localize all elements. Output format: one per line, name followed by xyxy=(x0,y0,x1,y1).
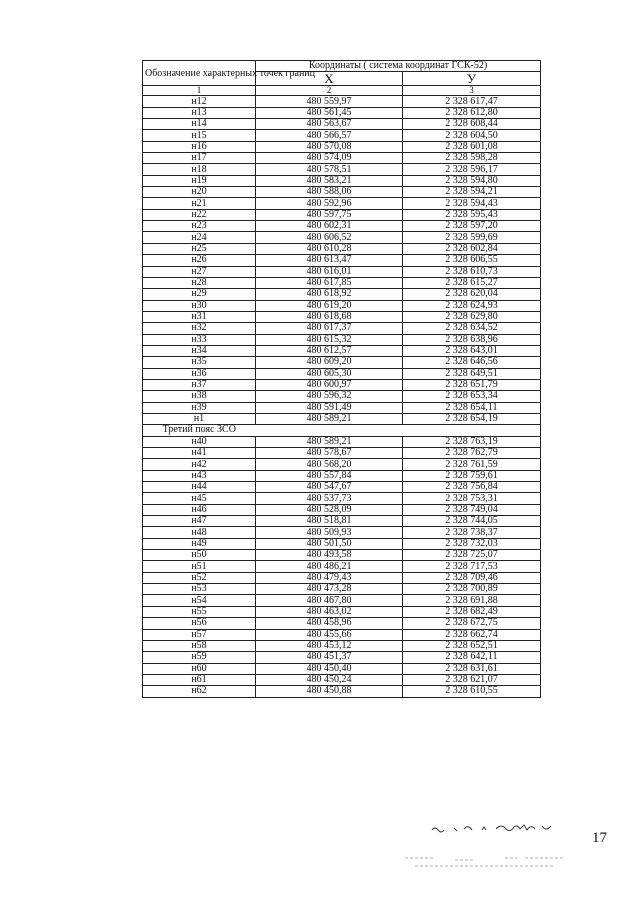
y-coordinate-cell: 2 328 599,69 xyxy=(403,232,541,243)
y-coordinate-cell: 2 328 638,96 xyxy=(403,334,541,345)
y-coordinate-cell: 2 328 753,31 xyxy=(403,493,541,504)
point-id-cell: н36 xyxy=(143,368,256,379)
column-number-row xyxy=(143,86,541,96)
point-id-cell: н33 xyxy=(143,334,256,345)
table-row xyxy=(143,379,541,390)
x-coordinate-cell: 480 570,08 xyxy=(256,141,403,152)
column-number-2: 2 xyxy=(256,86,403,96)
point-id-cell: н19 xyxy=(143,175,256,186)
x-coordinate-cell: 480 578,51 xyxy=(256,164,403,175)
table-row xyxy=(143,504,541,515)
table-row xyxy=(143,311,541,322)
y-coordinate-cell: 2 328 602,84 xyxy=(403,243,541,254)
table-row xyxy=(143,175,541,186)
table-row xyxy=(143,402,541,413)
y-coordinate-cell: 2 328 615,27 xyxy=(403,277,541,288)
point-id-cell: н58 xyxy=(143,640,256,651)
point-id-cell: н59 xyxy=(143,652,256,663)
y-coordinate-cell: 2 328 744,05 xyxy=(403,516,541,527)
point-id-cell: н39 xyxy=(143,402,256,413)
y-coordinate-cell: 2 328 762,79 xyxy=(403,448,541,459)
table-row xyxy=(143,538,541,549)
point-id-cell: н51 xyxy=(143,561,256,572)
x-coordinate-cell: 480 609,20 xyxy=(256,357,403,368)
table-row xyxy=(143,198,541,209)
y-coordinate-cell: 2 328 617,47 xyxy=(403,96,541,107)
y-coordinate-cell: 2 328 691,88 xyxy=(403,595,541,606)
x-coordinate-cell: 480 597,75 xyxy=(256,209,403,220)
point-id-cell: н43 xyxy=(143,470,256,481)
x-coordinate-cell: 480 561,45 xyxy=(256,107,403,118)
x-coordinate-cell: 480 605,30 xyxy=(256,368,403,379)
point-id-cell: н41 xyxy=(143,448,256,459)
x-coordinate-cell: 480 606,52 xyxy=(256,232,403,243)
y-coordinate-cell: 2 328 594,43 xyxy=(403,198,541,209)
table-row xyxy=(143,323,541,334)
point-id-cell: н31 xyxy=(143,311,256,322)
x-coordinate-cell: 480 479,43 xyxy=(256,572,403,583)
y-coordinate-cell: 2 328 634,52 xyxy=(403,323,541,334)
point-id-cell: н24 xyxy=(143,232,256,243)
x-coordinate-cell: 480 615,32 xyxy=(256,334,403,345)
point-id-cell: н49 xyxy=(143,538,256,549)
table-row xyxy=(143,391,541,402)
y-coordinate-cell: 2 328 653,34 xyxy=(403,391,541,402)
table-row xyxy=(143,107,541,118)
x-coordinate-cell: 480 455,66 xyxy=(256,629,403,640)
x-coordinate-cell: 480 617,37 xyxy=(256,323,403,334)
point-id-cell: н28 xyxy=(143,277,256,288)
x-coordinate-cell: 480 588,06 xyxy=(256,187,403,198)
point-id-cell: н46 xyxy=(143,504,256,515)
table-row xyxy=(143,561,541,572)
y-coordinate-cell: 2 328 604,50 xyxy=(403,130,541,141)
table-row xyxy=(143,187,541,198)
table-row xyxy=(143,413,541,424)
point-id-cell: н37 xyxy=(143,379,256,390)
section-empty-cell xyxy=(256,425,541,436)
table-row xyxy=(143,357,541,368)
table-row xyxy=(143,640,541,651)
point-id-cell: н16 xyxy=(143,141,256,152)
x-coordinate-cell: 480 589,21 xyxy=(256,436,403,447)
table-row xyxy=(143,300,541,311)
table-row xyxy=(143,550,541,561)
header-y: У xyxy=(403,72,541,86)
point-id-cell: н12 xyxy=(143,96,256,107)
header-coordinates-title: Координаты ( система координат ГСК-52) xyxy=(256,61,541,72)
x-coordinate-cell: 480 613,47 xyxy=(256,255,403,266)
y-coordinate-cell: 2 328 594,80 xyxy=(403,175,541,186)
x-coordinate-cell: 480 612,57 xyxy=(256,345,403,356)
footer-marks xyxy=(395,852,575,872)
y-coordinate-cell: 2 328 643,01 xyxy=(403,345,541,356)
x-coordinate-cell: 480 617,85 xyxy=(256,277,403,288)
x-coordinate-cell: 480 563,67 xyxy=(256,119,403,130)
x-coordinate-cell: 480 501,50 xyxy=(256,538,403,549)
table-row xyxy=(143,153,541,164)
point-id-cell: н15 xyxy=(143,130,256,141)
x-coordinate-cell: 480 618,68 xyxy=(256,311,403,322)
y-coordinate-cell: 2 328 620,04 xyxy=(403,289,541,300)
x-coordinate-cell: 480 559,97 xyxy=(256,96,403,107)
y-coordinate-cell: 2 328 709,46 xyxy=(403,572,541,583)
point-id-cell: н13 xyxy=(143,107,256,118)
section-row xyxy=(143,425,541,436)
x-coordinate-cell: 480 451,37 xyxy=(256,652,403,663)
point-id-cell: н25 xyxy=(143,243,256,254)
y-coordinate-cell: 2 328 759,61 xyxy=(403,470,541,481)
point-id-cell: н14 xyxy=(143,119,256,130)
y-coordinate-cell: 2 328 649,51 xyxy=(403,368,541,379)
x-coordinate-cell: 480 578,67 xyxy=(256,448,403,459)
point-id-cell: н42 xyxy=(143,459,256,470)
point-id-cell: н30 xyxy=(143,300,256,311)
point-id-cell: н50 xyxy=(143,550,256,561)
y-coordinate-cell: 2 328 598,28 xyxy=(403,153,541,164)
y-coordinate-cell: 2 328 597,20 xyxy=(403,221,541,232)
table-row xyxy=(143,96,541,107)
y-coordinate-cell: 2 328 700,89 xyxy=(403,584,541,595)
point-id-cell: н23 xyxy=(143,221,256,232)
y-coordinate-cell: 2 328 624,93 xyxy=(403,300,541,311)
x-coordinate-cell: 480 528,09 xyxy=(256,504,403,515)
point-id-cell: н45 xyxy=(143,493,256,504)
x-coordinate-cell: 480 467,80 xyxy=(256,595,403,606)
table-row xyxy=(143,141,541,152)
x-coordinate-cell: 480 616,01 xyxy=(256,266,403,277)
x-coordinate-cell: 480 450,24 xyxy=(256,674,403,685)
x-coordinate-cell: 480 557,84 xyxy=(256,470,403,481)
table-row xyxy=(143,334,541,345)
point-id-cell: н40 xyxy=(143,436,256,447)
table-row xyxy=(143,595,541,606)
point-id-cell: н1 xyxy=(143,413,256,424)
table-row xyxy=(143,130,541,141)
y-coordinate-cell: 2 328 725,07 xyxy=(403,550,541,561)
table-row xyxy=(143,652,541,663)
point-id-cell: н34 xyxy=(143,345,256,356)
y-coordinate-cell: 2 328 763,19 xyxy=(403,436,541,447)
y-coordinate-cell: 2 328 621,07 xyxy=(403,674,541,685)
table-row xyxy=(143,448,541,459)
x-coordinate-cell: 480 591,49 xyxy=(256,402,403,413)
y-coordinate-cell: 2 328 749,04 xyxy=(403,504,541,515)
table-row xyxy=(143,164,541,175)
table-row xyxy=(143,209,541,220)
column-number-3: 3 xyxy=(403,86,541,96)
table-row xyxy=(143,221,541,232)
x-coordinate-cell: 480 589,21 xyxy=(256,413,403,424)
x-coordinate-cell: 480 592,96 xyxy=(256,198,403,209)
table-row xyxy=(143,674,541,685)
y-coordinate-cell: 2 328 756,84 xyxy=(403,482,541,493)
x-coordinate-cell: 480 602,31 xyxy=(256,221,403,232)
y-coordinate-cell: 2 328 610,73 xyxy=(403,266,541,277)
page-number: 17 xyxy=(592,830,607,846)
x-coordinate-cell: 480 450,88 xyxy=(256,686,403,697)
table-row xyxy=(143,584,541,595)
y-coordinate-cell: 2 328 654,11 xyxy=(403,402,541,413)
point-id-cell: н18 xyxy=(143,164,256,175)
header-point-designation: Обозначение характерных точек границ xyxy=(143,61,256,86)
point-id-cell: н48 xyxy=(143,527,256,538)
point-id-cell: н17 xyxy=(143,153,256,164)
point-id-cell: н29 xyxy=(143,289,256,300)
y-coordinate-cell: 2 328 652,51 xyxy=(403,640,541,651)
y-coordinate-cell: 2 328 629,80 xyxy=(403,311,541,322)
y-coordinate-cell: 2 328 732,03 xyxy=(403,538,541,549)
table-row xyxy=(143,289,541,300)
table-row xyxy=(143,606,541,617)
table-row xyxy=(143,243,541,254)
column-number-1: 1 xyxy=(143,86,256,96)
x-coordinate-cell: 480 568,20 xyxy=(256,459,403,470)
x-coordinate-cell: 480 486,21 xyxy=(256,561,403,572)
x-coordinate-cell: 480 610,28 xyxy=(256,243,403,254)
x-coordinate-cell: 480 458,96 xyxy=(256,618,403,629)
table-row xyxy=(143,686,541,697)
table-row xyxy=(143,459,541,470)
y-coordinate-cell: 2 328 606,55 xyxy=(403,255,541,266)
point-id-cell: н62 xyxy=(143,686,256,697)
point-id-cell: н27 xyxy=(143,266,256,277)
table-row xyxy=(143,663,541,674)
y-coordinate-cell: 2 328 596,17 xyxy=(403,164,541,175)
x-coordinate-cell: 480 574,09 xyxy=(256,153,403,164)
y-coordinate-cell: 2 328 662,74 xyxy=(403,629,541,640)
x-coordinate-cell: 480 473,28 xyxy=(256,584,403,595)
y-coordinate-cell: 2 328 654,19 xyxy=(403,413,541,424)
x-coordinate-cell: 480 547,67 xyxy=(256,482,403,493)
point-id-cell: н26 xyxy=(143,255,256,266)
point-id-cell: н21 xyxy=(143,198,256,209)
table-row xyxy=(143,493,541,504)
header-row xyxy=(143,61,541,72)
point-id-cell: н56 xyxy=(143,618,256,629)
point-id-cell: н20 xyxy=(143,187,256,198)
y-coordinate-cell: 2 328 610,55 xyxy=(403,686,541,697)
x-coordinate-cell: 480 619,20 xyxy=(256,300,403,311)
section-label: Третий пояс ЗСО xyxy=(143,425,256,436)
coordinates-table xyxy=(142,60,541,698)
point-id-cell: н44 xyxy=(143,482,256,493)
y-coordinate-cell: 2 328 717,53 xyxy=(403,561,541,572)
x-coordinate-cell: 480 450,40 xyxy=(256,663,403,674)
y-coordinate-cell: 2 328 594,21 xyxy=(403,187,541,198)
x-coordinate-cell: 480 600,97 xyxy=(256,379,403,390)
y-coordinate-cell: 2 328 646,56 xyxy=(403,357,541,368)
table-row xyxy=(143,277,541,288)
point-id-cell: н60 xyxy=(143,663,256,674)
y-coordinate-cell: 2 328 672,75 xyxy=(403,618,541,629)
point-id-cell: н55 xyxy=(143,606,256,617)
y-coordinate-cell: 2 328 608,44 xyxy=(403,119,541,130)
x-coordinate-cell: 480 566,57 xyxy=(256,130,403,141)
table-row xyxy=(143,482,541,493)
x-coordinate-cell: 480 518,81 xyxy=(256,516,403,527)
x-coordinate-cell: 480 596,32 xyxy=(256,391,403,402)
table-row xyxy=(143,470,541,481)
table-row xyxy=(143,232,541,243)
point-id-cell: н35 xyxy=(143,357,256,368)
table-row xyxy=(143,266,541,277)
x-coordinate-cell: 480 453,12 xyxy=(256,640,403,651)
y-coordinate-cell: 2 328 612,80 xyxy=(403,107,541,118)
y-coordinate-cell: 2 328 631,61 xyxy=(403,663,541,674)
x-coordinate-cell: 480 537,73 xyxy=(256,493,403,504)
table-row xyxy=(143,618,541,629)
y-coordinate-cell: 2 328 642,11 xyxy=(403,652,541,663)
point-id-cell: н52 xyxy=(143,572,256,583)
point-id-cell: н47 xyxy=(143,516,256,527)
table-row xyxy=(143,436,541,447)
x-coordinate-cell: 480 493,58 xyxy=(256,550,403,561)
x-coordinate-cell: 480 583,21 xyxy=(256,175,403,186)
point-id-cell: н32 xyxy=(143,323,256,334)
point-id-cell: н22 xyxy=(143,209,256,220)
point-id-cell: н38 xyxy=(143,391,256,402)
header-x: X xyxy=(256,72,403,86)
table-row xyxy=(143,572,541,583)
y-coordinate-cell: 2 328 595,43 xyxy=(403,209,541,220)
handwritten-mark xyxy=(430,818,570,836)
point-id-cell: н57 xyxy=(143,629,256,640)
x-coordinate-cell: 480 618,92 xyxy=(256,289,403,300)
y-coordinate-cell: 2 328 738,37 xyxy=(403,527,541,538)
table-row xyxy=(143,527,541,538)
y-coordinate-cell: 2 328 682,49 xyxy=(403,606,541,617)
table-row xyxy=(143,368,541,379)
table-row xyxy=(143,345,541,356)
table-row xyxy=(143,516,541,527)
table-row xyxy=(143,255,541,266)
y-coordinate-cell: 2 328 651,79 xyxy=(403,379,541,390)
x-coordinate-cell: 480 509,93 xyxy=(256,527,403,538)
point-id-cell: н61 xyxy=(143,674,256,685)
table-row xyxy=(143,119,541,130)
point-id-cell: н53 xyxy=(143,584,256,595)
x-coordinate-cell: 480 463,02 xyxy=(256,606,403,617)
y-coordinate-cell: 2 328 761,59 xyxy=(403,459,541,470)
y-coordinate-cell: 2 328 601,08 xyxy=(403,141,541,152)
point-id-cell: н54 xyxy=(143,595,256,606)
table-row xyxy=(143,629,541,640)
